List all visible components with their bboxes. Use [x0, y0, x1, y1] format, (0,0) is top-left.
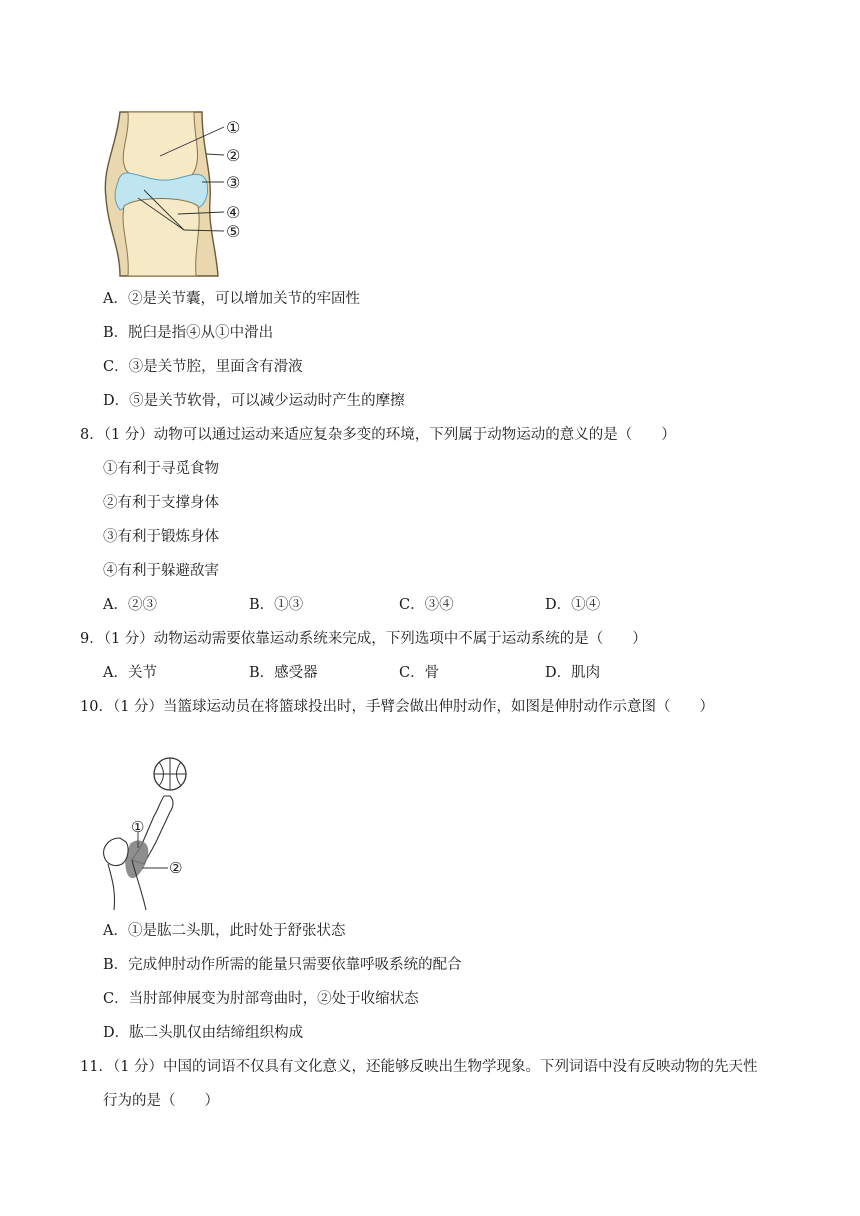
callout-5: ⑤ [226, 222, 241, 241]
callout-1: ① [226, 118, 241, 137]
q7-option-c: C．③是关节腔，里面含有滑液 [103, 359, 303, 375]
q8-stem: 8．（1 分）动物可以通过运动来适应复杂多变的环境，下列属于动物运动的意义的是（ ） [80, 427, 676, 443]
lower-bone [123, 199, 199, 277]
q8-option-b: B．①③ [249, 597, 304, 613]
q7-option-a: A．②是关节囊，可以增加关节的牢固性 [103, 291, 360, 307]
elbow-extension-figure [98, 752, 208, 912]
knee-joint-figure [98, 108, 278, 280]
biceps-triceps-shading [125, 841, 148, 879]
q10-option-c: C．当肘部伸展变为肘部弯曲时，②处于收缩状态 [103, 991, 419, 1007]
callout-1: ① [131, 818, 145, 836]
q11-stem-line-2: 行为的是（ ） [103, 1093, 219, 1109]
q8-item-1: ①有利于寻觅食物 [103, 461, 219, 477]
q8-item-3: ③有利于锻炼身体 [103, 529, 219, 545]
q10-stem: 10．（1 分）当篮球运动员在将篮球投出时，手臂会做出伸肘动作，如图是伸肘动作示意图（ ） [80, 699, 715, 715]
q10-option-b: B．完成伸肘动作所需的能量只需要依靠呼吸系统的配合 [103, 957, 462, 973]
q9-option-d: D．肌肉 [545, 665, 601, 681]
q9-option-b: B．感受器 [249, 665, 318, 681]
callout-4: ④ [226, 203, 241, 222]
q8-item-2: ②有利于支撑身体 [103, 495, 219, 511]
q10-option-d: D．肱二头肌仅由结缔组织构成 [103, 1025, 304, 1041]
callout-2: ② [226, 146, 241, 165]
callout-3: ③ [226, 173, 241, 192]
player-head [104, 838, 128, 866]
upper-bone [123, 112, 197, 184]
q11-stem-line-1: 11．（1 分）中国的词语不仅具有文化意义，还能够反映出生物学现象。下列词语中没有反映动物的先天性 [80, 1059, 758, 1075]
q8-item-4: ④有利于躲避敌害 [103, 563, 219, 579]
q9-option-a: A．关节 [103, 665, 157, 681]
q9-stem: 9．（1 分）动物运动需要依靠运动系统来完成，下列选项中不属于运动系统的是（ ） [80, 631, 647, 647]
q8-option-c: C．③④ [399, 597, 454, 613]
q8-option-d: D．①④ [545, 597, 601, 613]
q8-option-a: A．②③ [103, 597, 157, 613]
basketball-icon [154, 758, 186, 790]
q7-option-b: B．脱臼是指④从①中滑出 [103, 325, 274, 341]
q9-option-c: C．骨 [399, 665, 440, 681]
q7-option-d: D．⑤是关节软骨，可以减少运动时产生的摩擦 [103, 393, 405, 409]
callout-2: ② [169, 859, 183, 877]
q10-option-a: A．①是肱二头肌，此时处于舒张状态 [103, 923, 346, 939]
